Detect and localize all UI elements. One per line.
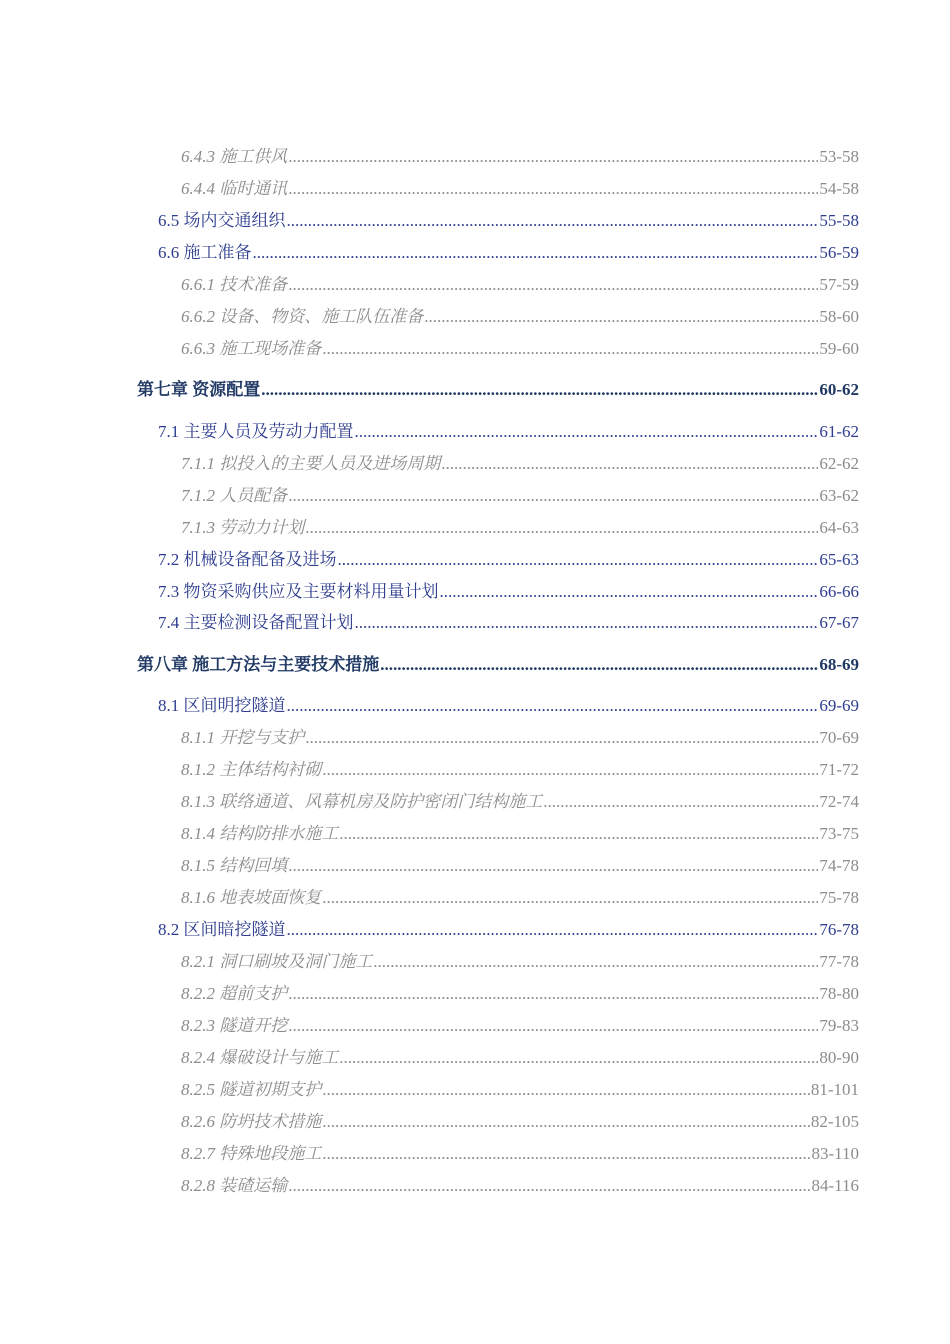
toc-entry-title: 7.4 主要检测设备配置计划 <box>158 613 354 632</box>
toc-entry-chapter[interactable] <box>137 379 859 401</box>
toc-entry-page: 77-78 <box>819 952 859 971</box>
toc-entry-title: 6.6.2 设备、物资、施工队伍准备 <box>181 307 424 326</box>
toc-entry-subsection[interactable] <box>181 1175 859 1197</box>
toc-entry-section[interactable] <box>158 919 859 941</box>
toc-entry-title: 8.2.2 超前支护 <box>181 984 288 1003</box>
toc-entry-page: 70-69 <box>819 728 859 747</box>
dot-leader <box>339 1047 818 1069</box>
dot-leader <box>322 1079 810 1101</box>
toc-entry-subsection[interactable] <box>181 951 859 973</box>
toc-entry-title: 7.1 主要人员及劳动力配置 <box>158 422 354 441</box>
toc-entry-section[interactable] <box>158 210 859 232</box>
toc-entry-page: 83-110 <box>811 1144 859 1163</box>
toc-entry-section[interactable] <box>158 695 859 717</box>
dot-leader <box>287 695 819 717</box>
toc-entry-subsection[interactable] <box>181 1047 859 1069</box>
toc-entry-subsection[interactable] <box>181 823 859 845</box>
toc-entry-title: 8.2.7 特殊地段施工 <box>181 1144 322 1163</box>
toc-entry-page: 61-62 <box>819 422 859 441</box>
toc-entry-title: 8.1.5 结构回填 <box>181 856 288 875</box>
dot-leader <box>322 887 818 909</box>
toc-entry-subsection[interactable] <box>181 517 859 539</box>
dot-leader <box>305 727 818 749</box>
toc-entry-section[interactable] <box>158 549 859 571</box>
toc-entry-page: 73-75 <box>819 824 859 843</box>
toc-entry-page: 71-72 <box>819 760 859 779</box>
toc-entry-title: 6.4.3 施工供风 <box>181 147 288 166</box>
toc-entry-title: 6.6.1 技术准备 <box>181 275 288 294</box>
dot-leader <box>288 1175 810 1197</box>
dot-leader <box>322 759 818 781</box>
toc-entry-title: 7.3 物资采购供应及主要材料用量计划 <box>158 582 439 601</box>
toc-entry-subsection[interactable] <box>181 887 859 909</box>
toc-entry-subsection[interactable] <box>181 1079 859 1101</box>
toc-entry-subsection[interactable] <box>181 1015 859 1037</box>
toc-entry-title: 7.1.3 劳动力计划 <box>181 518 305 537</box>
dot-leader <box>355 421 819 443</box>
toc-entry-page: 55-58 <box>819 211 859 230</box>
toc-entry-subsection[interactable] <box>181 855 859 877</box>
toc-entry-section[interactable] <box>158 581 859 603</box>
dot-leader <box>288 178 818 200</box>
toc-entry-subsection[interactable] <box>181 727 859 749</box>
dot-leader <box>287 210 819 232</box>
dot-leader <box>288 1015 818 1037</box>
toc-entry-page: 64-63 <box>819 518 859 537</box>
toc-entry-subsection[interactable] <box>181 485 859 507</box>
toc-entry-title: 6.5 场内交通组织 <box>158 211 286 230</box>
toc-entry-subsection[interactable] <box>181 146 859 168</box>
toc-entry-title: 7.1.2 人员配备 <box>181 486 288 505</box>
toc-entry-page: 63-62 <box>819 486 859 505</box>
dot-leader <box>322 1111 810 1133</box>
toc-entry-title: 第八章 施工方法与主要技术措施 <box>137 655 380 674</box>
toc-entry-page: 57-59 <box>819 275 859 294</box>
toc-entry-page: 58-60 <box>819 307 859 326</box>
toc-entry-page: 84-116 <box>811 1176 859 1195</box>
toc-entry-section[interactable] <box>158 421 859 443</box>
dot-leader <box>288 274 818 296</box>
toc-entry-page: 53-58 <box>819 147 859 166</box>
toc-entry-page: 59-60 <box>819 339 859 358</box>
dot-leader <box>288 485 818 507</box>
toc-entry-page: 78-80 <box>819 984 859 1003</box>
toc-entry-title: 7.1.1 拟投入的主要人员及进场周期 <box>181 454 441 473</box>
toc-entry-title: 8.2.1 洞口刷坡及洞门施工 <box>181 952 373 971</box>
toc-entry-page: 82-105 <box>810 1112 859 1131</box>
toc-entry-subsection[interactable] <box>181 1143 859 1165</box>
dot-leader <box>424 306 818 328</box>
dot-leader <box>440 581 819 603</box>
dot-leader <box>339 823 818 845</box>
toc-entry-page: 69-69 <box>819 696 859 715</box>
toc-entry-subsection[interactable] <box>181 983 859 1005</box>
dot-leader <box>261 379 818 401</box>
toc-entry-title: 8.2.5 隧道初期支护 <box>181 1080 322 1099</box>
toc-entry-title: 6.6 施工准备 <box>158 243 252 262</box>
dot-leader <box>322 338 818 360</box>
dot-leader <box>373 951 818 973</box>
toc-entry-title: 8.2.6 防坍技术措施 <box>181 1112 322 1131</box>
toc-entry-subsection[interactable] <box>181 306 859 328</box>
toc-entry-page: 56-59 <box>819 243 859 262</box>
toc-entry-subsection[interactable] <box>181 453 859 475</box>
toc-entry-subsection[interactable] <box>181 1111 859 1133</box>
toc-entry-subsection[interactable] <box>181 338 859 360</box>
toc-entry-chapter[interactable] <box>137 654 859 676</box>
toc-entry-page: 74-78 <box>819 856 859 875</box>
dot-leader <box>305 517 818 539</box>
toc-entry-title: 6.6.3 施工现场准备 <box>181 339 322 358</box>
toc-entry-page: 54-58 <box>819 179 859 198</box>
dot-leader <box>288 855 818 877</box>
toc-entry-title: 8.1.6 地表坡面恢复 <box>181 888 322 907</box>
toc-entry-subsection[interactable] <box>181 274 859 296</box>
dot-leader <box>338 549 819 571</box>
toc-entry-title: 8.2.4 爆破设计与施工 <box>181 1048 339 1067</box>
toc-entry-subsection[interactable] <box>181 791 859 813</box>
toc-entry-title: 8.1.3 联络通道、风幕机房及防护密闭门结构施工 <box>181 792 543 811</box>
dot-leader <box>441 453 818 475</box>
toc-entry-title: 8.1.4 结构防排水施工 <box>181 824 339 843</box>
toc-entry-title: 6.4.4 临时通讯 <box>181 179 288 198</box>
toc-entry-page: 72-74 <box>819 792 859 811</box>
toc-entry-subsection[interactable] <box>181 759 859 781</box>
dot-leader <box>287 919 819 941</box>
toc-entry-page: 66-66 <box>819 582 859 601</box>
toc-entry-section[interactable] <box>158 612 859 634</box>
toc-entry-title: 8.2.8 装碴运输 <box>181 1176 288 1195</box>
dot-leader <box>355 612 819 634</box>
toc-entry-title: 8.1.1 开挖与支护 <box>181 728 305 747</box>
toc-entry-title: 8.2.3 隧道开挖 <box>181 1016 288 1035</box>
dot-leader <box>322 1143 810 1165</box>
toc-entry-page: 67-67 <box>819 613 859 632</box>
toc-entry-page: 81-101 <box>810 1080 859 1099</box>
dot-leader <box>253 242 819 264</box>
toc-entry-page: 75-78 <box>819 888 859 907</box>
dot-leader <box>288 983 818 1005</box>
dot-leader <box>288 146 818 168</box>
toc-entry-page: 76-78 <box>819 920 859 939</box>
toc-entry-title: 7.2 机械设备配备及进场 <box>158 550 337 569</box>
dot-leader <box>543 791 818 813</box>
toc-entry-page: 65-63 <box>819 550 859 569</box>
toc-entry-subsection[interactable] <box>181 178 859 200</box>
toc-entry-title: 8.2 区间暗挖隧道 <box>158 920 286 939</box>
toc-entry-page: 60-62 <box>819 380 859 399</box>
toc-entry-title: 8.1.2 主体结构衬砌 <box>181 760 322 779</box>
dot-leader <box>380 654 818 676</box>
toc-entry-page: 80-90 <box>819 1048 859 1067</box>
toc-entry-page: 62-62 <box>819 454 859 473</box>
toc-entry-title: 8.1 区间明挖隧道 <box>158 696 286 715</box>
toc-entry-page: 79-83 <box>819 1016 859 1035</box>
toc-entry-section[interactable] <box>158 242 859 264</box>
toc-entry-title: 第七章 资源配置 <box>137 380 261 399</box>
toc-entry-page: 68-69 <box>819 655 859 674</box>
